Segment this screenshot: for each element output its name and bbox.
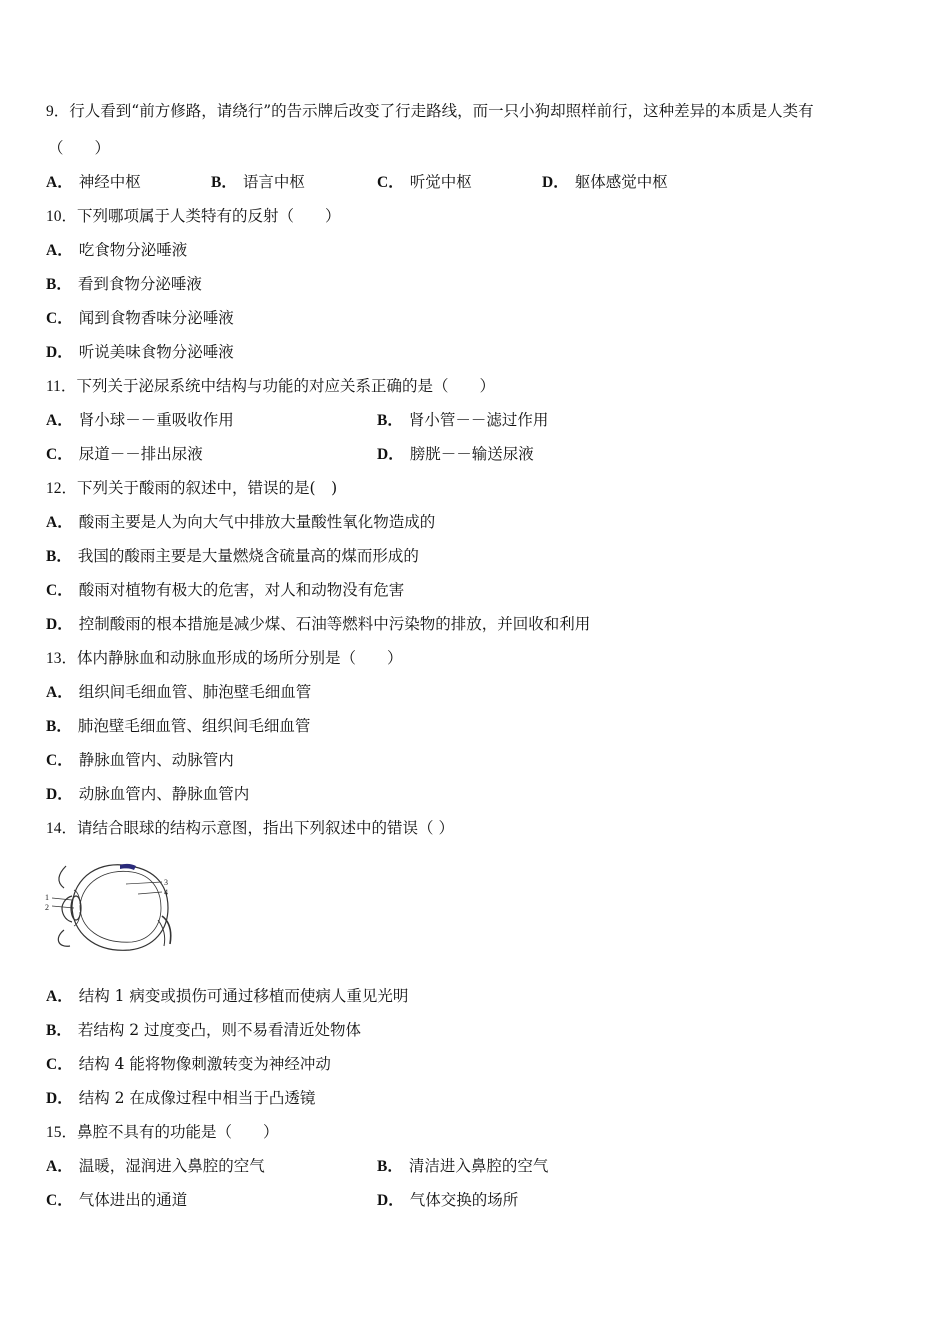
option-label: B． (211, 174, 237, 191)
option-label: B． (46, 1022, 72, 1039)
option-b[interactable] (377, 1156, 548, 1177)
option-label: C． (46, 752, 73, 769)
question-text: 体内静脉血和动脉血形成的场所分别是（ ） (77, 649, 403, 667)
option-label: B． (46, 276, 72, 293)
option-text: 酸雨主要是人为向大气中排放大量酸性氧化物造成的 (78, 513, 436, 531)
option-text: 尿道－－排出尿液 (78, 445, 203, 463)
option-text: 温暖，湿润进入鼻腔的空气 (78, 1157, 265, 1175)
figure-label-1: 1 (45, 893, 49, 902)
option-text: 看到食物分泌唾液 (77, 275, 202, 293)
question-text: 下列关于酸雨的叙述中，错误的是( ) (77, 479, 338, 497)
option-text: 结构 2 在成像过程中相当于凸透镜 (78, 1089, 316, 1107)
option-text: 结构 4 能将物像刺激转变为神经冲动 (78, 1055, 331, 1073)
eyeball-outline (72, 865, 168, 951)
option-label: B． (377, 412, 403, 429)
option-text: 肾小球－－重吸收作用 (78, 411, 234, 429)
option-text: 清洁进入鼻腔的空气 (408, 1157, 549, 1175)
option-label: A． (46, 174, 73, 191)
option-label: D． (377, 446, 404, 463)
option-text: 肺泡壁毛细血管、组织间毛细血管 (77, 717, 311, 735)
leader-line-1 (52, 898, 72, 900)
option-b[interactable] (46, 716, 310, 737)
option-d[interactable] (46, 342, 234, 363)
question-number: 10． (46, 208, 78, 225)
option-label: C． (46, 1192, 73, 1209)
option-c[interactable] (46, 750, 234, 771)
top-mark (120, 864, 136, 870)
option-c[interactable] (46, 1190, 187, 1211)
option-a[interactable] (46, 986, 408, 1007)
option-label: A． (46, 242, 73, 259)
option-label: A． (46, 684, 73, 701)
leader-line-3 (126, 882, 162, 884)
option-label: D． (46, 1090, 73, 1107)
option-text: 气体交换的场所 (409, 1191, 519, 1209)
option-b[interactable] (211, 172, 305, 193)
option-label: A． (46, 412, 73, 429)
option-d[interactable] (377, 444, 534, 465)
question-15-stem (46, 1122, 279, 1143)
option-label: D． (377, 1192, 404, 1209)
question-text: 下列关于泌尿系统中结构与功能的对应关系正确的是（ ） (76, 377, 495, 395)
option-b[interactable] (46, 274, 202, 295)
option-text: 膀胱－－输送尿液 (409, 445, 534, 463)
option-label: C． (46, 310, 73, 327)
option-c[interactable] (46, 308, 234, 329)
option-text: 神经中枢 (78, 173, 141, 191)
optic-nerve-inner (158, 920, 165, 946)
question-text: 鼻腔不具有的功能是（ ） (77, 1123, 279, 1141)
option-text: 组织间毛细血管、肺泡壁毛细血管 (78, 683, 312, 701)
option-label: C． (46, 446, 73, 463)
option-a[interactable] (46, 172, 141, 193)
eyelid-upper (59, 866, 66, 888)
question-number: 14． (46, 820, 78, 837)
option-b[interactable] (46, 546, 419, 567)
option-label: D． (542, 174, 569, 191)
option-a[interactable] (46, 410, 234, 431)
eyelid-lower (58, 930, 70, 946)
question-11-stem (46, 376, 495, 397)
retina-layer (80, 871, 161, 942)
option-text: 听说美味食物分泌唾液 (78, 343, 234, 361)
option-text: 动脉血管内、静脉血管内 (78, 785, 250, 803)
option-d[interactable] (46, 614, 590, 635)
figure-label-2: 2 (45, 903, 49, 912)
question-number: 9． (46, 103, 70, 120)
option-text: 气体进出的通道 (78, 1191, 188, 1209)
option-text: 听觉中枢 (409, 173, 472, 191)
question-text: 行人看到“前方修路，请绕行”的告示牌后改变了行走路线，而一只小狗却照样前行，这种差异的本质是人类有 (69, 102, 814, 120)
option-label: A． (46, 1158, 73, 1175)
option-d[interactable] (542, 172, 668, 193)
figure-label-4: 4 (164, 888, 168, 897)
figure-label-3: 3 (164, 878, 168, 887)
option-b[interactable] (377, 410, 548, 431)
option-d[interactable] (377, 1190, 518, 1211)
option-label: D． (46, 616, 73, 633)
option-label: D． (46, 786, 73, 803)
option-text: 躯体感觉中枢 (574, 173, 668, 191)
option-c[interactable] (46, 1054, 331, 1075)
option-c[interactable] (377, 172, 472, 193)
option-text: 酸雨对植物有极大的危害，对人和动物没有危害 (78, 581, 405, 599)
option-label: D． (46, 344, 73, 361)
question-number: 15． (46, 1124, 78, 1141)
question-9-stem-continuation: （ ） (48, 139, 111, 157)
option-text: 闻到食物香味分泌唾液 (78, 309, 234, 327)
option-d[interactable] (46, 1088, 315, 1109)
option-d[interactable] (46, 784, 249, 805)
option-label: B． (46, 548, 72, 565)
option-a[interactable] (46, 1156, 265, 1177)
option-label: A． (46, 514, 73, 531)
option-a[interactable] (46, 512, 435, 533)
question-13-stem (46, 648, 403, 669)
question-number: 12． (46, 480, 78, 497)
eye-structure-diagram (42, 858, 172, 960)
option-a[interactable] (46, 240, 187, 261)
question-number: 11． (46, 378, 77, 395)
question-9-stem (46, 101, 814, 122)
option-b[interactable] (46, 1020, 361, 1041)
iris-lower (74, 912, 80, 926)
option-text: 吃食物分泌唾液 (78, 241, 188, 259)
option-c[interactable] (46, 580, 404, 601)
option-a[interactable] (46, 682, 311, 703)
question-text: 请结合眼球的结构示意图，指出下列叙述中的错误（ ） (77, 819, 454, 837)
option-text: 肾小管－－滤过作用 (408, 411, 549, 429)
option-label: B． (46, 718, 72, 735)
option-text: 语言中枢 (242, 173, 305, 191)
option-text: 若结构 2 过度变凸，则不易看清近处物体 (77, 1021, 362, 1039)
option-label: C． (377, 174, 404, 191)
option-c[interactable] (46, 444, 203, 465)
option-text: 我国的酸雨主要是大量燃烧含硫量高的煤而形成的 (77, 547, 419, 565)
option-label: C． (46, 582, 73, 599)
question-14-stem (46, 818, 454, 839)
question-10-stem (46, 206, 341, 227)
question-number: 13． (46, 650, 78, 667)
question-text: 下列哪项属于人类特有的反射（ ） (77, 207, 341, 225)
option-label: B． (377, 1158, 403, 1175)
option-label: C． (46, 1056, 73, 1073)
option-text: 静脉血管内、动脉管内 (78, 751, 234, 769)
option-text: 控制酸雨的根本措施是减少煤、石油等燃料中污染物的排放，并回收和利用 (78, 615, 591, 633)
option-label: A． (46, 988, 73, 1005)
option-text: 结构 1 病变或损伤可通过移植而使病人重见光明 (78, 987, 409, 1005)
question-12-stem (46, 478, 337, 499)
